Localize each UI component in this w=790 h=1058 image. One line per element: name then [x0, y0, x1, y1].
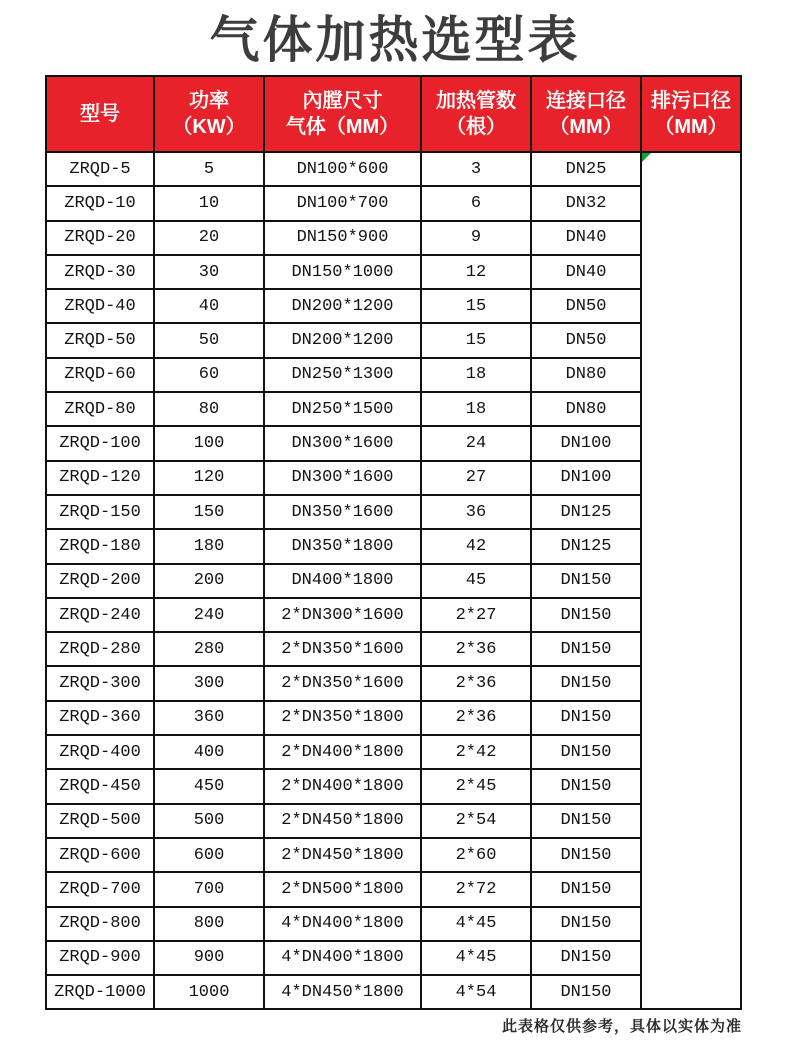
table-cell: DN200*1200	[264, 323, 421, 357]
table-cell: DN150	[531, 598, 641, 632]
table-cell: 2*36	[421, 701, 531, 735]
table-cell: ZRQD-500	[46, 804, 154, 838]
table-cell: 12	[421, 255, 531, 289]
table-cell: 500	[154, 804, 264, 838]
table-cell: ZRQD-600	[46, 838, 154, 872]
table-cell: 2*DN300*1600	[264, 598, 421, 632]
table-cell: ZRQD-20	[46, 221, 154, 255]
col-header-model	[46, 76, 154, 152]
table-cell: 360	[154, 701, 264, 735]
table-cell: DN250*1500	[264, 392, 421, 426]
table-cell: ZRQD-150	[46, 495, 154, 529]
table-cell: 900	[154, 941, 264, 975]
table-cell: ZRQD-180	[46, 529, 154, 563]
table-cell: DN50	[531, 323, 641, 357]
table-cell: 36	[421, 495, 531, 529]
table-cell: DN350*1600	[264, 495, 421, 529]
header-line: （根）	[446, 116, 506, 138]
table-cell: 280	[154, 632, 264, 666]
table-cell: DN125	[531, 529, 641, 563]
table-row	[46, 666, 741, 700]
header-line: 连接口径	[546, 90, 626, 112]
table-row	[46, 323, 741, 357]
table-cell: 2*36	[421, 632, 531, 666]
page-title: 气体加热选型表	[209, 12, 581, 68]
header-line: 排污口径	[651, 90, 731, 112]
table-cell: 9	[421, 221, 531, 255]
table-row	[46, 461, 741, 495]
table-cell: 200	[154, 564, 264, 598]
table-cell: 2*DN400*1800	[264, 769, 421, 803]
table-cell: 3	[421, 152, 531, 186]
table-cell: ZRQD-900	[46, 941, 154, 975]
table-cell: 2*42	[421, 735, 531, 769]
table-cell: 2*45	[421, 769, 531, 803]
table-cell: DN150	[531, 735, 641, 769]
table-cell: DN150	[531, 632, 641, 666]
table-cell: 180	[154, 529, 264, 563]
table-cell: DN150*900	[264, 221, 421, 255]
table-cell: 80	[154, 392, 264, 426]
table-cell: ZRQD-280	[46, 632, 154, 666]
table-cell: 27	[421, 461, 531, 495]
table-cell: 20	[154, 221, 264, 255]
table-cell: DN250*1300	[264, 358, 421, 392]
table-cell: 100	[154, 426, 264, 460]
table-cell: 2*54	[421, 804, 531, 838]
selection-table	[45, 75, 742, 1010]
table-row	[46, 495, 741, 529]
table-cell: DN150	[531, 666, 641, 700]
table-cell: DN40	[531, 221, 641, 255]
table-row	[46, 426, 741, 460]
table-row	[46, 838, 741, 872]
table-cell: 600	[154, 838, 264, 872]
table-cell: 18	[421, 358, 531, 392]
table-cell: 30	[154, 255, 264, 289]
table-cell: DN150	[531, 701, 641, 735]
table-cell: 240	[154, 598, 264, 632]
table-cell: DN300*1600	[264, 426, 421, 460]
selection-table-area	[45, 75, 740, 1010]
table-cell: DN200*1200	[264, 289, 421, 323]
table-cell: ZRQD-400	[46, 735, 154, 769]
table-cell: DN150	[531, 907, 641, 941]
table-cell: 2*DN450*1800	[264, 838, 421, 872]
table-cell: ZRQD-40	[46, 289, 154, 323]
table-cell: 2*DN500*1800	[264, 872, 421, 906]
table-cell: ZRQD-1000	[46, 975, 154, 1009]
table-cell: 24	[421, 426, 531, 460]
table-cell: 42	[421, 529, 531, 563]
table-cell: 18	[421, 392, 531, 426]
table-cell: 2*36	[421, 666, 531, 700]
table-cell: ZRQD-300	[46, 666, 154, 700]
table-cell: ZRQD-5	[46, 152, 154, 186]
table-cell: 10	[154, 186, 264, 220]
table-cell: ZRQD-700	[46, 872, 154, 906]
table-cell: DN80	[531, 392, 641, 426]
table-cell: ZRQD-120	[46, 461, 154, 495]
table-row	[46, 632, 741, 666]
table-row	[46, 392, 741, 426]
table-row	[46, 907, 741, 941]
table-row	[46, 186, 741, 220]
table-cell: 700	[154, 872, 264, 906]
col-header-power	[154, 76, 264, 152]
table-row	[46, 598, 741, 632]
header-line: 型号	[80, 103, 120, 125]
table-cell: DN100*600	[264, 152, 421, 186]
col-header-connection-diameter	[531, 76, 641, 152]
table-cell: 15	[421, 323, 531, 357]
header-line: （MM）	[654, 116, 728, 138]
table-cell: DN32	[531, 186, 641, 220]
table-cell: 450	[154, 769, 264, 803]
table-cell: ZRQD-450	[46, 769, 154, 803]
table-cell: 50	[154, 323, 264, 357]
table-cell: 15	[421, 289, 531, 323]
table-cell: 800	[154, 907, 264, 941]
table-cell: 2*DN350*1600	[264, 632, 421, 666]
table-cell: DN150	[531, 564, 641, 598]
table-row	[46, 358, 741, 392]
table-cell: DN100*700	[264, 186, 421, 220]
table-cell: ZRQD-100	[46, 426, 154, 460]
table-header	[46, 76, 741, 152]
header-line: 內膛尺寸	[302, 90, 383, 112]
col-header-drain-diameter	[641, 76, 741, 152]
table-cell: 150	[154, 495, 264, 529]
table-row	[46, 872, 741, 906]
table-cell: 300	[154, 666, 264, 700]
table-row	[46, 221, 741, 255]
table-cell: DN300*1600	[264, 461, 421, 495]
table-cell: DN50	[531, 289, 641, 323]
table-cell: 2*DN450*1800	[264, 804, 421, 838]
header-line: 气体（MM）	[285, 116, 400, 138]
table-cell: DN150*1000	[264, 255, 421, 289]
table-cell: 4*45	[421, 941, 531, 975]
table-cell: DN100	[531, 461, 641, 495]
table-cell: ZRQD-200	[46, 564, 154, 598]
table-cell: DN150	[531, 838, 641, 872]
table-cell: ZRQD-60	[46, 358, 154, 392]
header-line: 加热管数	[436, 90, 516, 112]
table-row	[46, 769, 741, 803]
table-cell: 2*DN350*1800	[264, 701, 421, 735]
table-row	[46, 701, 741, 735]
table-cell: 45	[421, 564, 531, 598]
table-cell: DN40	[531, 255, 641, 289]
table-cell: DN150	[531, 975, 641, 1009]
table-cell: 2*60	[421, 838, 531, 872]
table-cell: 60	[154, 358, 264, 392]
table-cell: DN150	[531, 804, 641, 838]
header-line: （KW）	[172, 116, 246, 138]
table-cell: 4*45	[421, 907, 531, 941]
col-header-tube-count	[421, 76, 531, 152]
green-corner-marker-icon	[642, 153, 651, 162]
table-row	[46, 529, 741, 563]
table-row	[46, 289, 741, 323]
table-cell: 2*27	[421, 598, 531, 632]
table-cell: DN125	[531, 495, 641, 529]
table-cell: ZRQD-30	[46, 255, 154, 289]
table-cell: 4*DN450*1800	[264, 975, 421, 1009]
header-line: 功率	[189, 90, 229, 112]
table-cell: 4*DN400*1800	[264, 941, 421, 975]
table-cell: 1000	[154, 975, 264, 1009]
table-row	[46, 255, 741, 289]
table-cell: ZRQD-240	[46, 598, 154, 632]
table-cell: DN100	[531, 426, 641, 460]
table-cell: 2*DN350*1600	[264, 666, 421, 700]
table-cell: DN150	[531, 941, 641, 975]
table-cell: 400	[154, 735, 264, 769]
table-row	[46, 152, 741, 186]
table-row	[46, 941, 741, 975]
table-cell: 2*72	[421, 872, 531, 906]
table-cell: ZRQD-80	[46, 392, 154, 426]
table-cell: DN400*1800	[264, 564, 421, 598]
table-body	[46, 152, 741, 1009]
table-cell: 2*DN400*1800	[264, 735, 421, 769]
header-line: （MM）	[549, 116, 623, 138]
table-row	[46, 804, 741, 838]
col-header-chamber-size	[264, 76, 421, 152]
drain-empty-cell	[641, 152, 741, 1009]
table-cell: 120	[154, 461, 264, 495]
header-row	[46, 76, 741, 152]
table-cell: DN25	[531, 152, 641, 186]
table-cell: 40	[154, 289, 264, 323]
table-cell: ZRQD-360	[46, 701, 154, 735]
table-cell: 6	[421, 186, 531, 220]
table-row	[46, 735, 741, 769]
table-cell: DN150	[531, 872, 641, 906]
table-cell: DN80	[531, 358, 641, 392]
table-cell: 5	[154, 152, 264, 186]
table-cell: 4*DN400*1800	[264, 907, 421, 941]
table-cell: ZRQD-800	[46, 907, 154, 941]
table-row	[46, 564, 741, 598]
table-cell: 4*54	[421, 975, 531, 1009]
table-cell: DN150	[531, 769, 641, 803]
table-cell: ZRQD-10	[46, 186, 154, 220]
table-row	[46, 975, 741, 1009]
table-cell: ZRQD-50	[46, 323, 154, 357]
table-cell: DN350*1800	[264, 529, 421, 563]
footer-note: 此表格仅供参考，具体以实体为准	[501, 1018, 742, 1035]
